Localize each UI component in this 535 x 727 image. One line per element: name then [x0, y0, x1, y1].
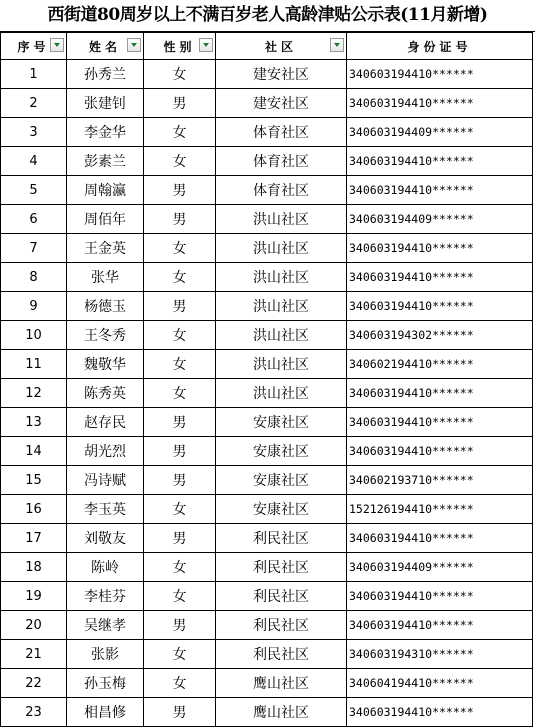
header-id	[347, 33, 533, 60]
cell-name[interactable]: 李桂芬	[67, 582, 144, 611]
cell-gender[interactable]: 男	[144, 611, 216, 640]
table-row	[1, 263, 533, 292]
cell-id[interactable]: 340603194410******	[347, 60, 533, 89]
cell-gender[interactable]: 男	[144, 437, 216, 466]
table-row	[1, 350, 533, 379]
cell-id[interactable]: 340603194410******	[347, 292, 533, 321]
cell-gender[interactable]: 男	[144, 698, 216, 727]
cell-name[interactable]: 周翰瀛	[67, 176, 144, 205]
cell-no[interactable]: 19	[1, 582, 67, 611]
cell-name[interactable]: 陈秀英	[67, 379, 144, 408]
cell-community[interactable]: 洪山社区	[216, 321, 347, 350]
cell-no[interactable]: 18	[1, 553, 67, 582]
cell-no[interactable]: 23	[1, 698, 67, 727]
table-row	[1, 524, 533, 553]
cell-id[interactable]: 340604194410******	[347, 669, 533, 698]
cell-name[interactable]: 张建钊	[67, 89, 144, 118]
cell-name[interactable]: 胡光烈	[67, 437, 144, 466]
cell-community[interactable]: 利民社区	[216, 611, 347, 640]
table-row	[1, 60, 533, 89]
cell-id[interactable]: 340603194410******	[347, 698, 533, 727]
cell-id[interactable]: 340603194409******	[347, 118, 533, 147]
cell-gender[interactable]: 女	[144, 379, 216, 408]
cell-id[interactable]: 340603194410******	[347, 582, 533, 611]
header-gender-label: 性别	[163, 39, 196, 54]
cell-gender[interactable]: 女	[144, 495, 216, 524]
cell-name[interactable]: 李金华	[67, 118, 144, 147]
cell-gender[interactable]: 女	[144, 60, 216, 89]
table-row	[1, 437, 533, 466]
cell-id[interactable]: 340603194302******	[347, 321, 533, 350]
cell-no[interactable]: 10	[1, 321, 67, 350]
cell-community[interactable]: 洪山社区	[216, 292, 347, 321]
filter-dropdown-icon[interactable]	[199, 38, 213, 52]
cell-no[interactable]: 16	[1, 495, 67, 524]
cell-community[interactable]: 安康社区	[216, 437, 347, 466]
cell-gender[interactable]: 女	[144, 234, 216, 263]
cell-name[interactable]: 李玉英	[67, 495, 144, 524]
cell-no[interactable]: 17	[1, 524, 67, 553]
cell-id[interactable]: 340603194410******	[347, 176, 533, 205]
cell-no[interactable]: 2	[1, 89, 67, 118]
cell-name[interactable]: 魏敬华	[67, 350, 144, 379]
cell-no[interactable]: 3	[1, 118, 67, 147]
cell-id[interactable]: 340603194410******	[347, 234, 533, 263]
cell-gender[interactable]: 女	[144, 263, 216, 292]
table-row	[1, 640, 533, 669]
filter-dropdown-icon[interactable]	[50, 38, 64, 52]
table-row	[1, 495, 533, 524]
table-row	[1, 205, 533, 234]
cell-no[interactable]: 13	[1, 408, 67, 437]
header-id-label: 身份证号	[407, 39, 472, 54]
cell-gender[interactable]: 女	[144, 669, 216, 698]
header-no	[1, 33, 67, 60]
cell-id[interactable]: 340603194409******	[347, 553, 533, 582]
cell-community[interactable]: 体育社区	[216, 118, 347, 147]
table-row	[1, 408, 533, 437]
cell-gender[interactable]: 男	[144, 205, 216, 234]
cell-id[interactable]: 340603194410******	[347, 524, 533, 553]
cell-gender[interactable]: 女	[144, 321, 216, 350]
cell-no[interactable]: 20	[1, 611, 67, 640]
table-row	[1, 234, 533, 263]
header-gender	[144, 33, 216, 60]
table-row	[1, 292, 533, 321]
cell-community[interactable]: 安康社区	[216, 466, 347, 495]
cell-gender[interactable]: 男	[144, 408, 216, 437]
cell-name[interactable]: 张华	[67, 263, 144, 292]
table-row	[1, 321, 533, 350]
cell-id[interactable]: 340603194410******	[347, 437, 533, 466]
header-no-label: 序号	[17, 39, 50, 54]
cell-name[interactable]: 陈岭	[67, 553, 144, 582]
cell-community[interactable]: 洪山社区	[216, 263, 347, 292]
cell-id[interactable]: 340603194410******	[347, 408, 533, 437]
table-row	[1, 379, 533, 408]
cell-name[interactable]: 彭素兰	[67, 147, 144, 176]
table-row	[1, 669, 533, 698]
cell-no[interactable]: 6	[1, 205, 67, 234]
table-row	[1, 698, 533, 727]
table-row	[1, 553, 533, 582]
cell-community[interactable]: 利民社区	[216, 582, 347, 611]
cell-name[interactable]: 王金英	[67, 234, 144, 263]
filter-dropdown-icon[interactable]	[330, 38, 344, 52]
cell-name[interactable]: 孙玉梅	[67, 669, 144, 698]
cell-gender[interactable]: 女	[144, 582, 216, 611]
cell-gender[interactable]: 男	[144, 466, 216, 495]
cell-community[interactable]: 建安社区	[216, 60, 347, 89]
header-community	[216, 33, 347, 60]
cell-community[interactable]: 安康社区	[216, 495, 347, 524]
header-name	[67, 33, 144, 60]
cell-gender[interactable]: 男	[144, 89, 216, 118]
table-row	[1, 466, 533, 495]
cell-community[interactable]: 利民社区	[216, 640, 347, 669]
cell-id[interactable]: 152126194410******	[347, 495, 533, 524]
cell-name[interactable]: 张影	[67, 640, 144, 669]
cell-no[interactable]: 5	[1, 176, 67, 205]
cell-community[interactable]: 洪山社区	[216, 379, 347, 408]
cell-id[interactable]: 340603194410******	[347, 89, 533, 118]
table-row	[1, 147, 533, 176]
cell-name[interactable]: 吴继孝	[67, 611, 144, 640]
cell-name[interactable]: 孙秀兰	[67, 60, 144, 89]
cell-no[interactable]: 8	[1, 263, 67, 292]
header-name-label: 姓名	[88, 39, 121, 54]
header-community-label: 社区	[264, 39, 297, 54]
cell-no[interactable]: 22	[1, 669, 67, 698]
cell-id[interactable]: 340602194410******	[347, 350, 533, 379]
cell-no[interactable]: 1	[1, 60, 67, 89]
filter-dropdown-icon[interactable]	[127, 38, 141, 52]
cell-community[interactable]: 鹰山社区	[216, 669, 347, 698]
cell-gender[interactable]: 女	[144, 640, 216, 669]
cell-community[interactable]: 洪山社区	[216, 350, 347, 379]
cell-no[interactable]: 11	[1, 350, 67, 379]
sheet-title: 西街道80周岁以上不满百岁老人高龄津贴公示表(11月新增)	[0, 0, 535, 32]
table-row	[1, 582, 533, 611]
table-row	[1, 89, 533, 118]
cell-community[interactable]: 利民社区	[216, 524, 347, 553]
cell-id[interactable]: 340603194410******	[347, 147, 533, 176]
header-row	[1, 33, 533, 60]
cell-community[interactable]: 鹰山社区	[216, 698, 347, 727]
cell-name[interactable]: 杨德玉	[67, 292, 144, 321]
cell-gender[interactable]: 女	[144, 118, 216, 147]
cell-no[interactable]: 7	[1, 234, 67, 263]
cell-name[interactable]: 相昌修	[67, 698, 144, 727]
cell-community[interactable]: 安康社区	[216, 408, 347, 437]
subsidy-table	[0, 32, 533, 727]
cell-community[interactable]: 利民社区	[216, 553, 347, 582]
cell-id[interactable]: 340603194409******	[347, 205, 533, 234]
table-row	[1, 176, 533, 205]
cell-name[interactable]: 刘敬友	[67, 524, 144, 553]
cell-name[interactable]: 周佰年	[67, 205, 144, 234]
cell-community[interactable]: 体育社区	[216, 147, 347, 176]
cell-id[interactable]: 340602193710******	[347, 466, 533, 495]
cell-community[interactable]: 洪山社区	[216, 234, 347, 263]
cell-no[interactable]: 4	[1, 147, 67, 176]
cell-no[interactable]: 15	[1, 466, 67, 495]
cell-id[interactable]: 340603194410******	[347, 611, 533, 640]
cell-name[interactable]: 赵存民	[67, 408, 144, 437]
cell-gender[interactable]: 女	[144, 553, 216, 582]
cell-community[interactable]: 体育社区	[216, 176, 347, 205]
cell-name[interactable]: 冯诗赋	[67, 466, 144, 495]
cell-gender[interactable]: 女	[144, 350, 216, 379]
cell-gender[interactable]: 男	[144, 176, 216, 205]
cell-community[interactable]: 建安社区	[216, 89, 347, 118]
cell-no[interactable]: 21	[1, 640, 67, 669]
cell-id[interactable]: 340603194410******	[347, 379, 533, 408]
cell-no[interactable]: 14	[1, 437, 67, 466]
table-row	[1, 118, 533, 147]
cell-no[interactable]: 9	[1, 292, 67, 321]
cell-no[interactable]: 12	[1, 379, 67, 408]
cell-id[interactable]: 340603194310******	[347, 640, 533, 669]
cell-name[interactable]: 王冬秀	[67, 321, 144, 350]
cell-gender[interactable]: 男	[144, 292, 216, 321]
table-row	[1, 611, 533, 640]
cell-community[interactable]: 洪山社区	[216, 205, 347, 234]
cell-gender[interactable]: 女	[144, 147, 216, 176]
cell-id[interactable]: 340603194410******	[347, 263, 533, 292]
cell-gender[interactable]: 男	[144, 524, 216, 553]
